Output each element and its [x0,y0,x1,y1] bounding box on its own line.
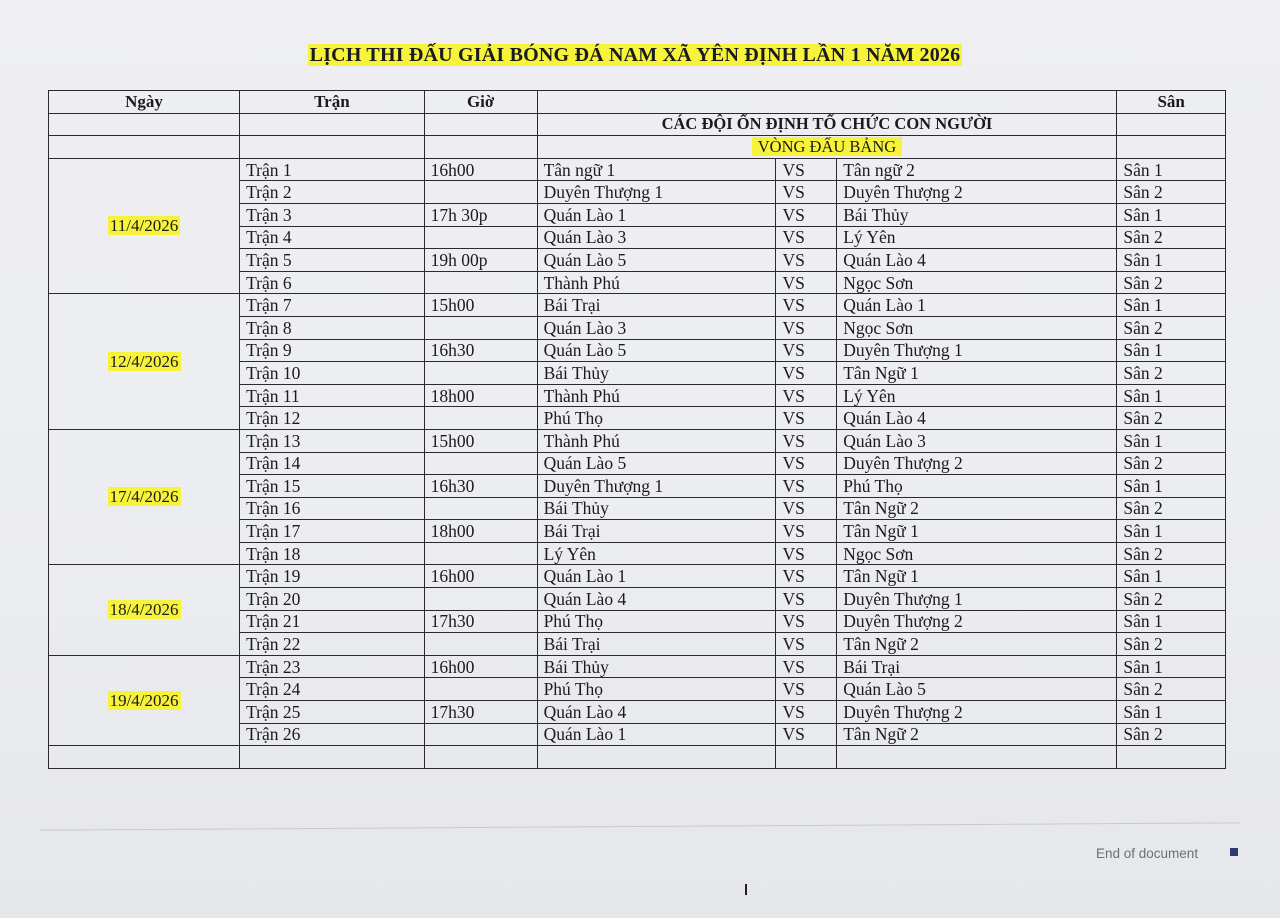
away-team: Duyên Thượng 1 [837,588,1117,611]
match-field: Sân 1 [1117,203,1226,226]
versus-label: VS [776,203,837,226]
match-date-text: 17/4/2026 [109,487,179,507]
round-label-text: VÒNG ĐẤU BẢNG [752,137,902,156]
away-team: Quán Lào 4 [837,249,1117,272]
match-time [424,633,537,656]
header-time: Giờ [424,91,537,114]
match-field: Sân 1 [1117,565,1226,588]
home-team: Quán Lào 4 [537,701,776,724]
match-number: Trận 16 [240,497,425,520]
match-time [424,271,537,294]
match-date-text: 18/4/2026 [109,600,179,620]
versus-label: VS [776,249,837,272]
versus-label: VS [776,475,837,498]
away-team: Tân Ngữ 2 [837,633,1117,656]
home-team: Thành Phú [537,271,776,294]
match-date [49,158,240,294]
match-number: Trận 1 [240,158,425,181]
match-field: Sân 1 [1117,294,1226,317]
versus-label: VS [776,271,837,294]
home-team: Thành Phú [537,429,776,452]
match-number: Trận 18 [240,542,425,565]
match-time: 16h00 [424,565,537,588]
match-date [49,655,240,745]
match-field: Sân 2 [1117,678,1226,701]
versus-label: VS [776,701,837,724]
home-team: Phú Thọ [537,678,776,701]
home-team: Quán Lào 1 [537,723,776,746]
match-field: Sân 2 [1117,542,1226,565]
match-number: Trận 24 [240,678,425,701]
empty-row [49,746,1226,769]
match-number: Trận 9 [240,339,425,362]
match-date [49,429,240,565]
versus-label: VS [776,158,837,181]
match-number: Trận 19 [240,565,425,588]
match-field: Sân 2 [1117,316,1226,339]
home-team: Quán Lào 1 [537,565,776,588]
match-field: Sân 2 [1117,271,1226,294]
home-team: Quán Lào 5 [537,249,776,272]
versus-label: VS [776,520,837,543]
match-number: Trận 22 [240,633,425,656]
match-field: Sân 1 [1117,339,1226,362]
home-team: Lý Yên [537,542,776,565]
match-field: Sân 2 [1117,407,1226,430]
match-time [424,452,537,475]
away-team: Duyên Thượng 1 [837,339,1117,362]
match-time [424,407,537,430]
match-number: Trận 7 [240,294,425,317]
match-number: Trận 23 [240,655,425,678]
document-title [0,44,1270,67]
match-date [49,294,240,430]
home-team: Quán Lào 3 [537,316,776,339]
match-field: Sân 1 [1117,158,1226,181]
match-time: 17h 30p [424,203,537,226]
match-field: Sân 1 [1117,429,1226,452]
versus-label: VS [776,429,837,452]
match-number: Trận 6 [240,271,425,294]
match-number: Trận 3 [240,203,425,226]
away-team: Duyên Thượng 2 [837,452,1117,475]
versus-label: VS [776,181,837,204]
match-time: 16h30 [424,475,537,498]
match-field: Sân 1 [1117,655,1226,678]
match-date-text: 11/4/2026 [109,216,179,236]
match-field: Sân 2 [1117,226,1226,249]
match-field: Sân 2 [1117,723,1226,746]
versus-label: VS [776,226,837,249]
match-time: 18h00 [424,520,537,543]
versus-label: VS [776,633,837,656]
match-number: Trận 11 [240,384,425,407]
match-number: Trận 20 [240,588,425,611]
versus-label: VS [776,610,837,633]
match-time [424,497,537,520]
away-team: Quán Lào 5 [837,678,1117,701]
versus-label: VS [776,497,837,520]
subheader-text: CÁC ĐỘI ỔN ĐỊNH TỔ CHỨC CON NGƯỜI [537,113,1117,136]
match-number: Trận 15 [240,475,425,498]
match-time: 18h00 [424,384,537,407]
schedule-table [48,90,1226,769]
match-date-text: 12/4/2026 [109,351,179,371]
match-number: Trận 10 [240,362,425,385]
header-field: Sân [1117,91,1226,114]
match-field: Sân 2 [1117,181,1226,204]
away-team: Bái Thủy [837,203,1117,226]
home-team: Phú Thọ [537,610,776,633]
away-team: Bái Trại [837,655,1117,678]
versus-label: VS [776,565,837,588]
versus-label: VS [776,542,837,565]
match-time [424,316,537,339]
match-date [49,565,240,655]
match-row [49,565,1226,588]
versus-label: VS [776,723,837,746]
home-team: Bái Thủy [537,655,776,678]
end-of-document-label: End of document [1096,846,1199,861]
round-label [537,136,1117,159]
header-row [49,91,1226,114]
subheader-row [49,113,1226,136]
match-row [49,158,1226,181]
versus-label: VS [776,362,837,385]
home-team: Bái Trại [537,520,776,543]
versus-label: VS [776,339,837,362]
home-team: Quán Lào 5 [537,339,776,362]
away-team: Ngọc Sơn [837,271,1117,294]
match-field: Sân 1 [1117,520,1226,543]
match-time: 15h00 [424,294,537,317]
match-field: Sân 2 [1117,588,1226,611]
document-title-text: LỊCH THI ĐẤU GIẢI BÓNG ĐÁ NAM XÃ YÊN ĐỊNH LẦN 1 NĂM 2026 [309,44,961,66]
away-team: Tân ngữ 2 [837,158,1117,181]
match-time [424,181,537,204]
match-number: Trận 8 [240,316,425,339]
away-team: Ngọc Sơn [837,542,1117,565]
match-number: Trận 13 [240,429,425,452]
home-team: Thành Phú [537,384,776,407]
match-field: Sân 1 [1117,701,1226,724]
match-time: 16h00 [424,655,537,678]
schedule-body [49,91,1226,769]
versus-label: VS [776,294,837,317]
match-number: Trận 2 [240,181,425,204]
home-team: Bái Trại [537,633,776,656]
match-time [424,723,537,746]
text-cursor [745,884,747,895]
match-number: Trận 25 [240,701,425,724]
versus-label: VS [776,452,837,475]
away-team: Quán Lào 3 [837,429,1117,452]
match-number: Trận 21 [240,610,425,633]
away-team: Tân Ngữ 2 [837,497,1117,520]
away-team: Duyên Thượng 2 [837,701,1117,724]
match-time [424,588,537,611]
away-team: Ngọc Sơn [837,316,1117,339]
away-team: Quán Lào 4 [837,407,1117,430]
match-field: Sân 1 [1117,610,1226,633]
match-time: 19h 00p [424,249,537,272]
match-time: 15h00 [424,429,537,452]
match-field: Sân 1 [1117,475,1226,498]
home-team: Bái Trại [537,294,776,317]
match-row [49,429,1226,452]
match-field: Sân 2 [1117,633,1226,656]
versus-label: VS [776,655,837,678]
match-number: Trận 12 [240,407,425,430]
away-team: Phú Thọ [837,475,1117,498]
match-field: Sân 2 [1117,497,1226,520]
match-field: Sân 2 [1117,452,1226,475]
round-row [49,136,1226,159]
match-time: 16h30 [424,339,537,362]
versus-label: VS [776,316,837,339]
match-field: Sân 2 [1117,362,1226,385]
match-time: 16h00 [424,158,537,181]
match-number: Trận 5 [240,249,425,272]
match-time [424,362,537,385]
match-row [49,294,1226,317]
versus-label: VS [776,407,837,430]
header-teams [537,91,1117,114]
match-row [49,655,1226,678]
match-number: Trận 26 [240,723,425,746]
away-team: Tân Ngữ 2 [837,723,1117,746]
versus-label: VS [776,384,837,407]
match-time [424,226,537,249]
match-number: Trận 17 [240,520,425,543]
match-number: Trận 14 [240,452,425,475]
versus-label: VS [776,588,837,611]
match-time: 17h30 [424,610,537,633]
home-team: Bái Thủy [537,362,776,385]
home-team: Bái Thủy [537,497,776,520]
away-team: Tân Ngữ 1 [837,520,1117,543]
home-team: Tân ngữ 1 [537,158,776,181]
away-team: Duyên Thượng 2 [837,610,1117,633]
away-team: Tân Ngữ 1 [837,362,1117,385]
away-team: Duyên Thượng 2 [837,181,1117,204]
end-of-document-marker-icon [1230,848,1238,856]
away-team: Quán Lào 1 [837,294,1117,317]
document-end-rule [40,822,1240,830]
match-field: Sân 1 [1117,384,1226,407]
away-team: Tân Ngữ 1 [837,565,1117,588]
home-team: Quán Lào 4 [537,588,776,611]
match-time [424,542,537,565]
home-team: Quán Lào 5 [537,452,776,475]
home-team: Duyên Thượng 1 [537,181,776,204]
match-number: Trận 4 [240,226,425,249]
match-date-text: 19/4/2026 [109,690,179,710]
match-time: 17h30 [424,701,537,724]
home-team: Phú Thọ [537,407,776,430]
home-team: Duyên Thượng 1 [537,475,776,498]
match-field: Sân 1 [1117,249,1226,272]
header-day: Ngày [49,91,240,114]
away-team: Lý Yên [837,226,1117,249]
home-team: Quán Lào 3 [537,226,776,249]
versus-label: VS [776,678,837,701]
home-team: Quán Lào 1 [537,203,776,226]
match-time [424,678,537,701]
away-team: Lý Yên [837,384,1117,407]
header-match: Trận [240,91,425,114]
